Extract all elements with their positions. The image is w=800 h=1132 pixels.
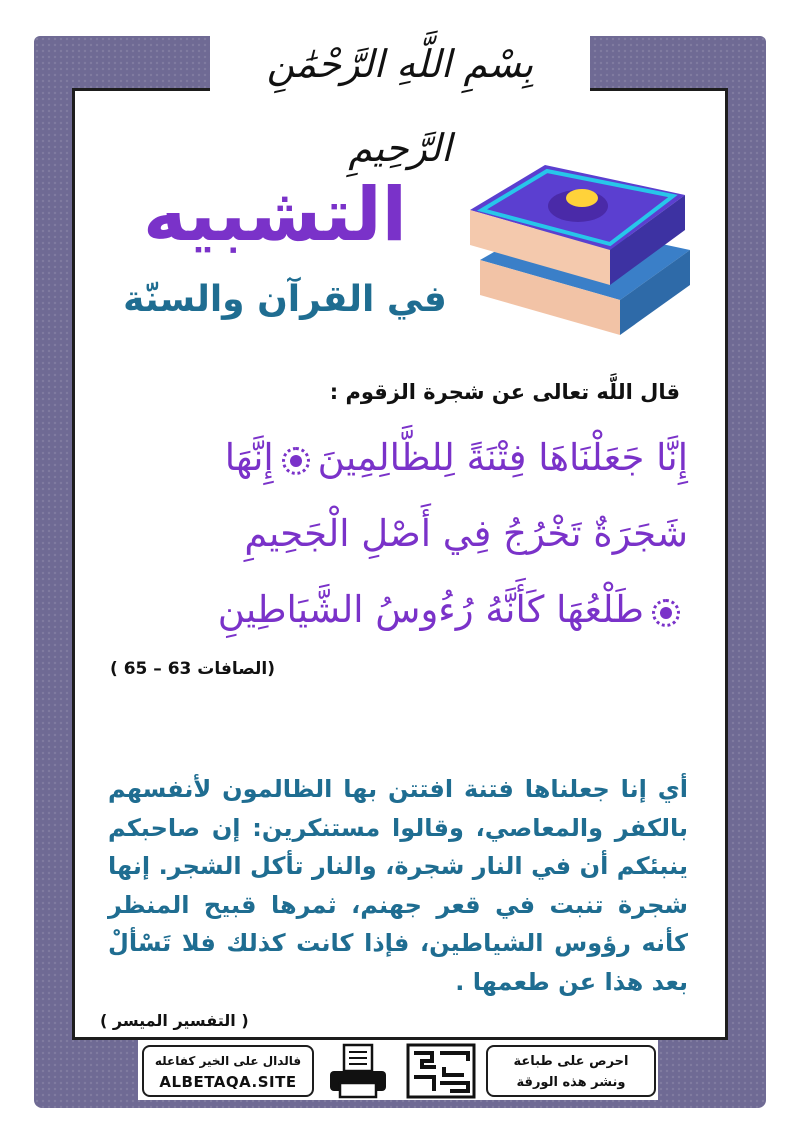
basmala-calligraphy: بِسْمِ اللَّهِ الرَّحْمَٰنِ الرَّحِيمِ bbox=[266, 42, 534, 170]
verse-line-1-text: إِنَّا جَعَلْنَاهَا فِتْنَةً لِلظَّالِمِينَ bbox=[317, 436, 688, 479]
verse-line-3-text: طَلْعُهَا كَأَنَّهُ رُءُوسُ الشَّيَاطِينِ bbox=[217, 588, 644, 631]
footer-print-note bbox=[486, 1045, 656, 1097]
footer-print-line2: ونشر هذه الورقة bbox=[516, 1075, 626, 1090]
dawa-logo bbox=[404, 1041, 478, 1101]
page-subtitle: في القرآن والسنّة bbox=[123, 279, 447, 320]
verse-line-1 bbox=[108, 420, 688, 496]
footer-website-box bbox=[142, 1045, 314, 1097]
tafsir-source: ( التفسير الميسر ) bbox=[100, 1011, 249, 1030]
verse-reference: (الصافات 63 – 65 ) bbox=[110, 659, 276, 679]
footer-print-line1: احرص على طباعة bbox=[513, 1054, 629, 1069]
ayah-end-icon bbox=[282, 447, 310, 475]
tafsir-text: أي إنا جعلناها فتنة افتتن بها الظالمون لأنفسهم بالكفر والمعاصي، وقالوا مستنكرين: إن صاحبكم ينبئكم أن في النار شجرة، والنار تأكل الشجر. إنها شجرة تنبت في قعر جهنم، ثمرها قبيح المنظر كأنه رؤوس الشياطين، فإذا كانت كذلك فلا تَسْألْ بعد هذا عن طعمها . bbox=[108, 775, 688, 996]
footer-slogan: فالدال على الخير كفاعله bbox=[154, 1054, 302, 1068]
ayah-end-icon bbox=[652, 599, 680, 627]
book-icon bbox=[470, 140, 700, 340]
verse-line-1-continuation: إِنَّهَا bbox=[224, 436, 274, 479]
verse-line-2: شَجَرَةٌ تَخْرُجُ فِي أَصْلِ الْجَحِيمِ bbox=[244, 512, 688, 555]
printer-icon bbox=[326, 1043, 390, 1099]
page-title: التشبيه bbox=[143, 172, 407, 258]
verse-intro: قال اللَّه تعالى عن شجرة الزقوم : bbox=[329, 380, 680, 404]
footer-website[interactable]: ALBETAQA.SITE bbox=[159, 1073, 297, 1091]
quran-verse bbox=[108, 420, 688, 648]
verse-line-3 bbox=[108, 572, 688, 648]
